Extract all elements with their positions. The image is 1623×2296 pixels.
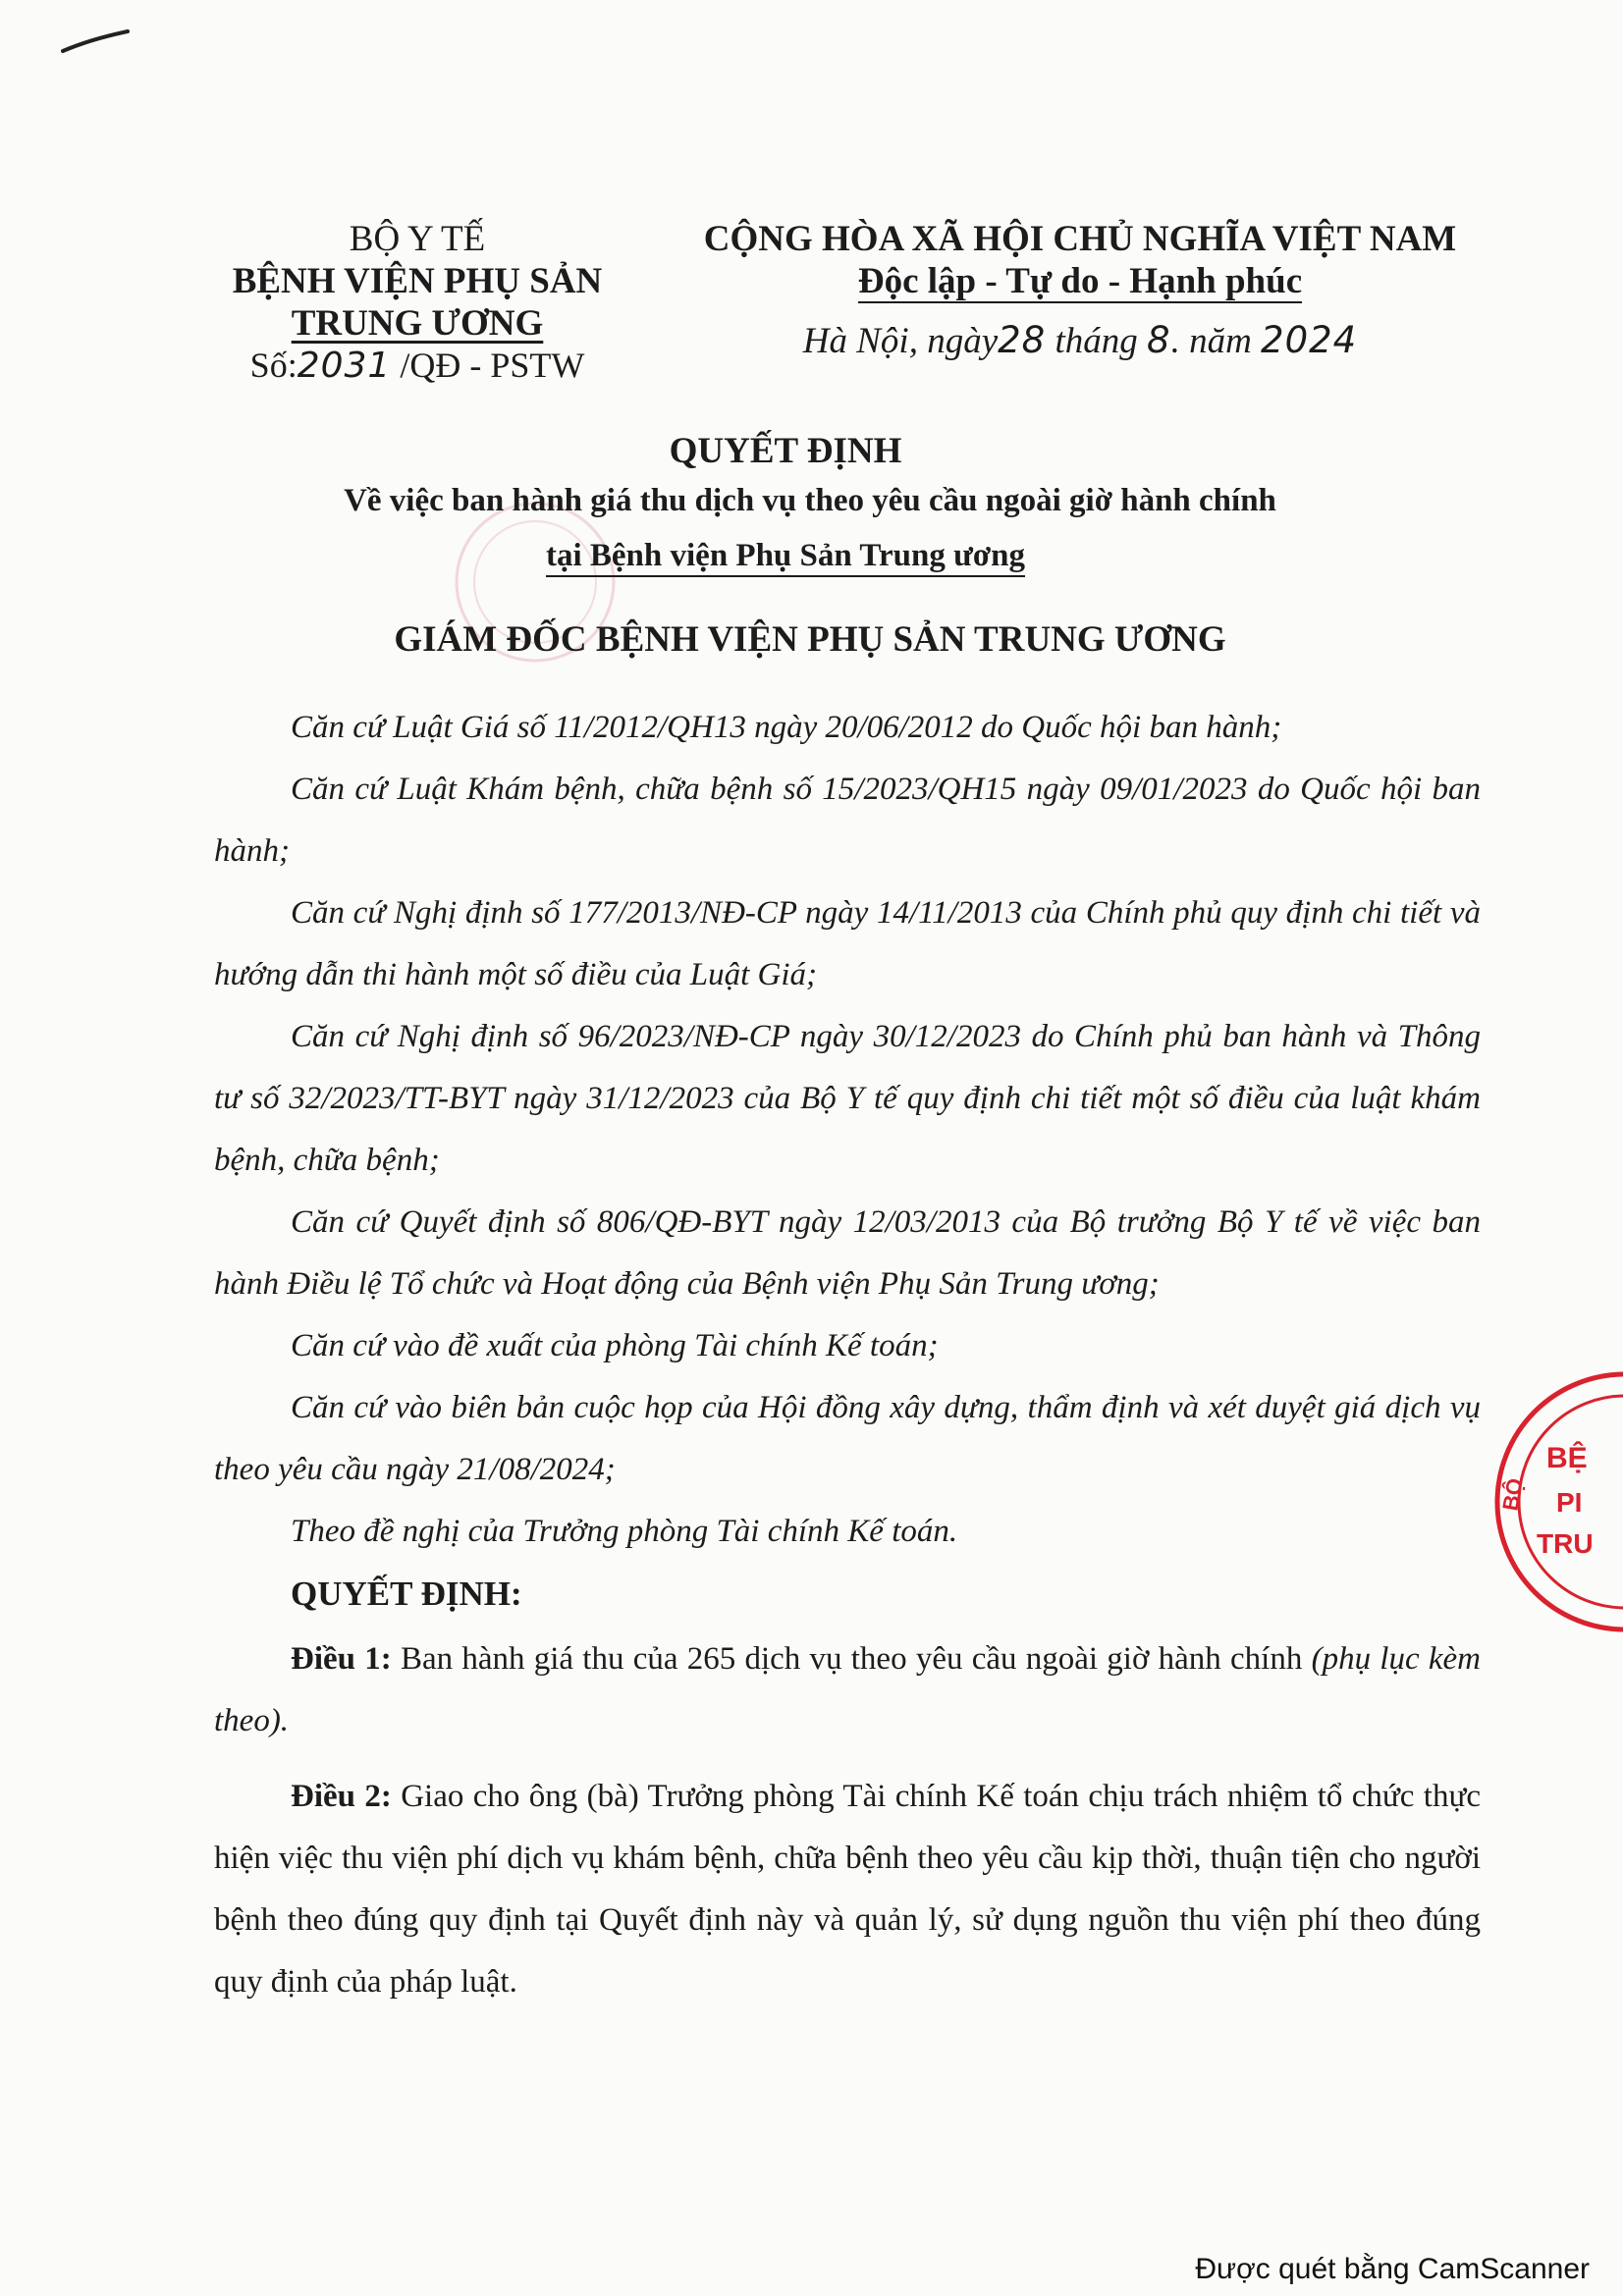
article-2-label: Điều 2: bbox=[291, 1779, 392, 1814]
seal-text-side: BỘ bbox=[1497, 1476, 1528, 1513]
decision-body bbox=[214, 697, 1481, 2013]
basis-8: Theo đề nghị của Trưởng phòng Tài chính Kế toán. bbox=[291, 1514, 958, 1549]
camscanner-watermark: Được quét bằng CamScanner bbox=[1195, 2253, 1590, 2285]
basis-5: Căn cứ Quyết định số 806/QĐ-BYT ngày 12/03/2013 của Bộ trưởng Bộ Y tế về việc ban hành Điều lệ Tổ chức và Hoạt động của Bệnh viện Phụ Sản Trung ương; bbox=[214, 1204, 1481, 1302]
decision-subject-line1: Về việc ban hành giá thu dịch vụ theo yêu cầu ngoài giờ hành chính bbox=[344, 483, 1276, 518]
basis-1: Căn cứ Luật Giá số 11/2012/QH13 ngày 20/06/2012 do Quốc hội ban hành; bbox=[291, 710, 1282, 745]
seal-text-1: BỆ bbox=[1546, 1442, 1588, 1474]
handwritten-number: 2031 bbox=[297, 346, 392, 386]
hospital-name-line1: BỆNH VIỆN PHỤ SẢN bbox=[232, 261, 603, 301]
issuing-authority: GIÁM ĐỐC BỆNH VIỆN PHỤ SẢN TRUNG ƯƠNG bbox=[394, 619, 1226, 660]
basis-4: Căn cứ Nghị định số 96/2023/NĐ-CP ngày 30/12/2023 do Chính phủ ban hành và Thông tư số 32/2023/TT-BYT ngày 31/12/2023 của Bộ Y tế quy định chi tiết một số điều của luật khám bệnh, chữa bệnh; bbox=[214, 1019, 1481, 1178]
national-header bbox=[687, 218, 1473, 362]
hospital-name-line2: TRUNG ƯƠNG bbox=[291, 303, 544, 344]
basis-6: Căn cứ vào đề xuất của phòng Tài chính Kế toán; bbox=[291, 1328, 939, 1363]
national-motto: Độc lập - Tự do - Hạnh phúc bbox=[857, 261, 1303, 301]
issue-date: Hà Nội, ngày28 tháng 8. năm 2024 bbox=[802, 319, 1358, 361]
article-1-note: (phụ lục kèm theo). bbox=[214, 1641, 1481, 1738]
document-number: Số:2031 /QĐ - PSTW bbox=[249, 346, 585, 386]
seal-text-2: PI bbox=[1556, 1487, 1583, 1518]
ministry-name: BỘ Y TẾ bbox=[349, 219, 486, 259]
article-1-label: Điều 1: bbox=[291, 1641, 392, 1677]
decision-subject-line2: tại Bệnh viện Phụ Sản Trung ương bbox=[295, 538, 1276, 574]
handwritten-month: 8 bbox=[1147, 319, 1171, 361]
handwritten-year: 2024 bbox=[1261, 319, 1358, 361]
basis-7: Căn cứ vào biên bản cuộc họp của Hội đồng xây dựng, thẩm định và xét duyệt giá dịch vụ theo yêu cầu ngày 21/08/2024; bbox=[214, 1390, 1481, 1487]
basis-3: Căn cứ Nghị định số 177/2013/NĐ-CP ngày 14/11/2013 của Chính phủ quy định chi tiết và hướng dẫn thi hành một số điều của Luật Giá; bbox=[214, 895, 1481, 992]
seal-text-3: TRU bbox=[1537, 1528, 1594, 1559]
article-1: Điều 1: Ban hành giá thu của 265 dịch vụ theo yêu cầu ngoài giờ hành chính (phụ lục kèm theo). bbox=[214, 1641, 1481, 1738]
decision-title: QUYẾT ĐỊNH bbox=[669, 431, 902, 471]
pen-stroke-mark bbox=[61, 27, 130, 57]
red-seal-icon bbox=[1478, 1364, 1623, 1639]
country-name: CỘNG HÒA XÃ HỘI CHỦ NGHĨA VIỆT NAM bbox=[703, 219, 1457, 259]
handwritten-day: 28 bbox=[998, 319, 1047, 361]
basis-2: Căn cứ Luật Khám bệnh, chữa bệnh số 15/2023/QH15 ngày 09/01/2023 do Quốc hội ban hành; bbox=[214, 772, 1481, 869]
issuer-block bbox=[211, 218, 623, 387]
decision-heading: QUYẾT ĐỊNH: bbox=[291, 1575, 522, 1613]
article-2: Điều 2: Giao cho ông (bà) Trưởng phòng Tài chính Kế toán chịu trách nhiệm tổ chức thực hiện việc thu viện phí dịch vụ khám bệnh, chữa bệnh theo yêu cầu kịp thời, thuận tiện cho người bệnh theo đúng quy định tại Quyết định này và quản lý, sử dụng nguồn thu viện phí theo đúng quy định của pháp luật. bbox=[214, 1779, 1481, 2000]
